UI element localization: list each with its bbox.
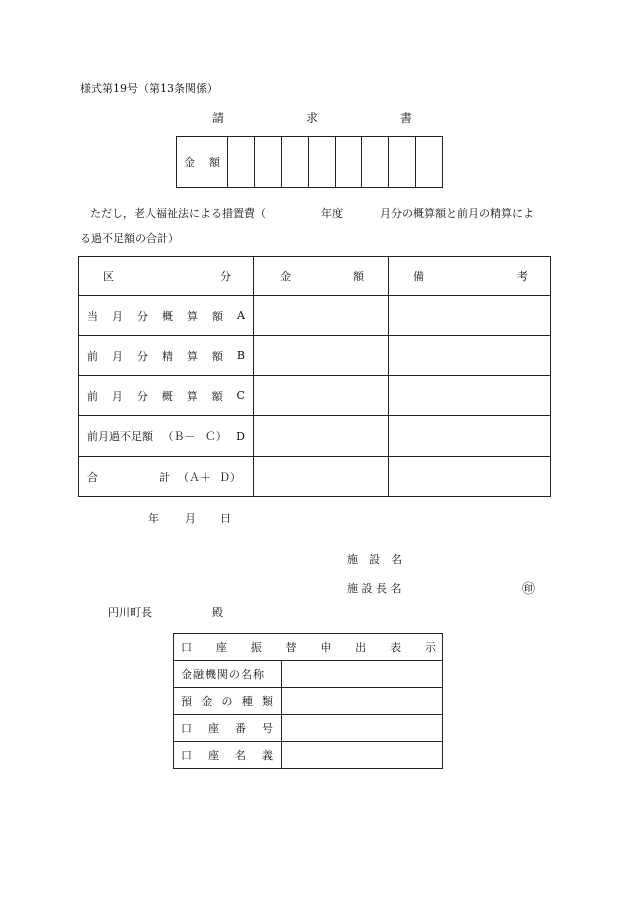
form-number: 様式第19号（第13条関係） <box>80 82 218 95</box>
amount-digit-cell[interactable] <box>228 137 255 188</box>
row-char: A <box>237 309 245 322</box>
row-char: 前月過不足額 <box>87 430 153 443</box>
bank-row-char: の <box>221 695 233 708</box>
title-char: 書 <box>399 111 412 125</box>
amount-box <box>176 136 443 188</box>
amount-label-char: 金 <box>184 156 195 169</box>
row-label <box>79 376 254 416</box>
bank-row <box>174 661 443 688</box>
bank-header-char: 出 <box>355 641 367 654</box>
amount-cell[interactable] <box>254 296 389 336</box>
bank-row-char: 名 <box>235 749 246 762</box>
row-char: Ｃ） <box>204 430 227 443</box>
row-char: 精 <box>161 349 173 363</box>
remarks-cell[interactable] <box>389 296 551 336</box>
bank-row-char: 口 <box>181 749 192 762</box>
bank-row-char: 金融機関の名称 <box>181 668 265 681</box>
bank-row-label <box>174 688 282 715</box>
amount-cell[interactable] <box>254 336 389 376</box>
amount-cell[interactable] <box>254 376 389 416</box>
header-char: 分 <box>220 270 231 283</box>
header-char: 額 <box>353 270 364 283</box>
amount-label-cell <box>177 137 228 188</box>
amount-digit-cell[interactable] <box>416 137 443 188</box>
bank-header-char: 申 <box>320 641 332 654</box>
amount-digit-cell[interactable] <box>308 137 335 188</box>
row-char: 計 <box>159 470 170 484</box>
bank-header-cell <box>174 634 443 661</box>
table-row <box>79 336 551 376</box>
row-char: 月 <box>111 389 123 403</box>
bank-header-char: 表 <box>390 641 402 654</box>
row-char: B <box>236 349 245 362</box>
row-char: 月 <box>112 309 123 323</box>
addressee-name: 円川町長 <box>108 606 152 619</box>
amount-cell[interactable] <box>254 457 389 497</box>
bank-header-char: 振 <box>250 641 262 654</box>
bank-row-value[interactable] <box>282 715 443 742</box>
table-row <box>79 457 551 497</box>
header-char: 金 <box>280 270 291 283</box>
row-char: Ｄ） <box>219 470 241 484</box>
bank-header-char: 座 <box>215 641 227 654</box>
row-char: 算 <box>187 309 198 323</box>
note-p1: ただし，老人福祉法による措置費（ <box>90 207 266 220</box>
table-row <box>79 376 551 416</box>
bank-row <box>174 688 443 715</box>
bank-row-char: 預 <box>181 695 192 708</box>
bank-row-label <box>174 742 282 769</box>
row-char: 前 <box>87 349 98 363</box>
row-char: （Ａ＋ <box>178 470 211 484</box>
bank-header-char: 口 <box>181 641 192 654</box>
row-char: 額 <box>211 349 223 363</box>
row-char: 算 <box>186 349 198 363</box>
row-char: 算 <box>186 389 198 403</box>
bank-row-char: 座 <box>208 722 219 735</box>
document-title <box>212 109 412 126</box>
bank-row-char: 口 <box>181 722 192 735</box>
row-label <box>79 336 254 376</box>
bank-row-label <box>174 661 282 688</box>
remarks-cell[interactable] <box>389 416 551 457</box>
table-row <box>79 296 551 336</box>
row-label <box>79 296 254 336</box>
note-p3: 月分の概算額と前月の精算によ <box>380 207 534 220</box>
bank-row <box>174 715 443 742</box>
main-table <box>78 256 551 497</box>
bank-row-char: 金 <box>201 695 213 708</box>
note-line2: る過不足額の合計） <box>80 232 179 245</box>
bank-row-value[interactable] <box>282 742 443 769</box>
date-year: 年 <box>148 512 159 525</box>
row-char: 額 <box>211 389 223 403</box>
header-remarks <box>389 257 551 296</box>
header-char: 備 <box>413 270 424 283</box>
bank-row-value[interactable] <box>282 688 443 715</box>
date-month: 月 <box>185 512 196 525</box>
row-char: C <box>236 389 245 402</box>
bank-row-char: 類 <box>262 695 273 708</box>
bank-row-char: 号 <box>262 722 273 735</box>
amount-cell[interactable] <box>254 416 389 457</box>
row-char: 当 <box>87 309 98 323</box>
remarks-cell[interactable] <box>389 376 551 416</box>
bank-row-char: 座 <box>208 749 219 762</box>
facility-name-label: 施 設 名 <box>347 553 402 566</box>
facility-head-label: 施 設 長 名 <box>347 582 402 595</box>
header-char: 考 <box>517 270 528 283</box>
addressee-honorific: 殿 <box>212 606 223 619</box>
amount-digit-cell[interactable] <box>281 137 308 188</box>
row-char: 概 <box>161 389 173 403</box>
bank-row-char: 番 <box>235 722 246 735</box>
row-char: 分 <box>136 349 148 363</box>
amount-digit-cell[interactable] <box>254 137 281 188</box>
note-p2: 年度 <box>321 207 343 220</box>
row-char: 前 <box>87 389 98 403</box>
row-char: 概 <box>162 309 173 323</box>
amount-digit-cell[interactable] <box>362 137 389 188</box>
row-label <box>79 416 254 457</box>
row-label <box>79 457 254 497</box>
amount-digit-cell[interactable] <box>389 137 416 188</box>
bank-row <box>174 742 443 769</box>
header-char: 区 <box>103 270 114 283</box>
row-char: 合 <box>87 470 98 484</box>
bank-row-char: 種 <box>241 695 253 708</box>
amount-digit-cell[interactable] <box>335 137 362 188</box>
row-char: 月 <box>111 349 123 363</box>
seal-mark: ㊞ <box>522 582 536 597</box>
header-category <box>79 257 254 296</box>
title-char: 求 <box>305 111 318 125</box>
row-char: D <box>236 429 245 443</box>
amount-label-char: 額 <box>209 156 220 169</box>
date-day: 日 <box>220 512 231 525</box>
remarks-cell[interactable] <box>389 457 551 497</box>
bank-row-value[interactable] <box>282 661 443 688</box>
header-amount <box>254 257 389 296</box>
bank-header-char: 替 <box>285 641 297 654</box>
main-table-header <box>79 257 551 296</box>
row-char: 分 <box>136 389 148 403</box>
row-char: 分 <box>137 309 148 323</box>
remarks-cell[interactable] <box>389 336 551 376</box>
bank-transfer-table <box>173 633 443 769</box>
row-char: 額 <box>212 309 223 323</box>
bank-table-header <box>174 634 443 661</box>
table-row <box>79 416 551 457</box>
bank-row-label <box>174 715 282 742</box>
bank-row-char: 義 <box>262 749 273 762</box>
title-char: 請 <box>212 111 225 125</box>
bank-header-char: 示 <box>424 641 436 654</box>
row-char: （Ｂ－ <box>162 430 196 443</box>
